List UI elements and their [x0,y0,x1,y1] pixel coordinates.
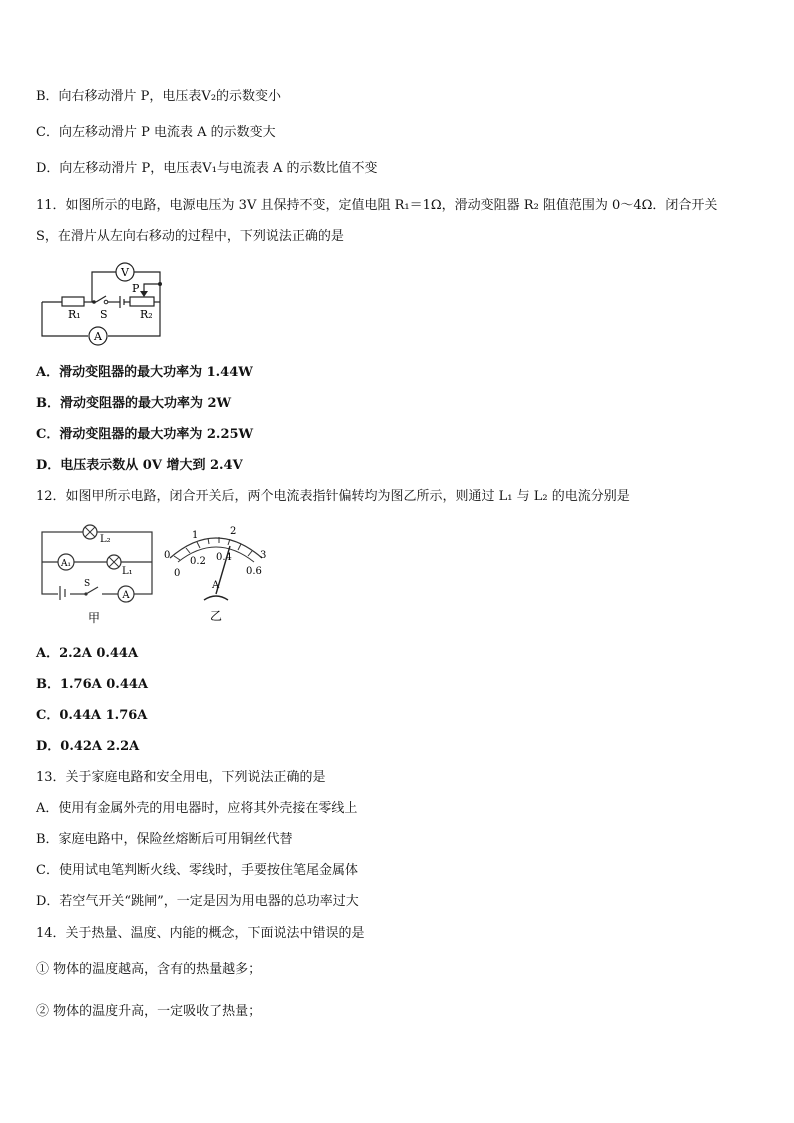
q13-stem: 13．关于家庭电路和安全用电，下列说法正确的是 [36,770,326,785]
q12-option-c: C．0.44A 1.76A [36,708,148,723]
l1-label: L₁ [122,566,133,577]
meter-label: A [212,580,220,591]
q11-option-d: D．电压表示数从 0V 增大到 2.4V [36,458,243,473]
q11-circuit-diagram [36,258,172,350]
slider-label: P [132,282,140,295]
l2-label: L₂ [100,534,111,545]
q11-stem-line2: S，在滑片从左向右移动的过程中，下列说法正确的是 [36,229,344,244]
q10-option-b: B．向右移动滑片 P，电压表V₂的示数变小 [36,89,282,104]
caption-jia: 甲 [87,611,101,625]
r1-label: R₁ [68,308,81,321]
q12-option-a: A．2.2A 0.44A [36,646,139,661]
a-label: A [122,590,130,601]
q12-stem: 12．如图甲所示电路，闭合开关后，两个电流表指针偏转均为图乙所示，则通过 L₁ 与 L₂ 的电流分别是 [36,489,630,504]
q13-option-a: A．使用有金属外壳的用电器时，应将其外壳接在零线上 [36,801,358,816]
q12-circuit-diagram-jia [36,520,156,626]
r2-label: R₂ [140,308,153,321]
a1-label: A₁ [60,559,72,569]
scale-top-1: 1 [192,530,199,541]
q10-option-c: C．向左移动滑片 P 电流表 A 的示数变大 [36,125,276,140]
q11-option-c: C．滑动变阻器的最大功率为 2.25W [36,427,254,442]
q12-option-d: D．0.42A 2.2A [36,739,140,754]
caption-yi: 乙 [209,609,223,623]
q11-option-a: A．滑动变阻器的最大功率为 1.44W [36,365,253,380]
q14-item-1: ① 物体的温度越高，含有的热量越多； [36,962,262,977]
switch-label: S [100,308,108,321]
q12-ammeter-dial-yi [160,518,272,626]
q13-option-b: B．家庭电路中，保险丝熔断后可用铜丝代替 [36,832,293,847]
voltmeter-label: V [121,266,129,279]
q13-option-c: C．使用试电笔判断火线、零线时，手要按住笔尾金属体 [36,863,358,878]
q13-option-d: D．若空气开关“跳闸”，一定是因为用电器的总功率过大 [36,894,359,909]
scale-bottom-06: 0.6 [246,566,262,577]
q14-item-2: ② 物体的温度升高，一定吸收了热量； [36,1004,262,1019]
q11-stem-line1: 11．如图所示的电路，电源电压为 3V 且保持不变，定值电阻 R₁＝1Ω，滑动变阻器 R₂ 阻值范围为 0～4Ω．闭合开关 [36,198,718,213]
scale-top-2: 2 [230,526,237,537]
q12-option-b: B．1.76A 0.44A [36,677,149,692]
switch-s-label: S [84,579,91,589]
q11-option-b: B．滑动变阻器的最大功率为 2W [36,396,232,411]
scale-top-0: 0 [164,550,171,561]
scale-bottom-04: 0.4 [216,552,232,563]
scale-bottom-0: 0 [174,568,181,579]
q14-stem: 14．关于热量、温度、内能的概念，下面说法中错误的是 [36,926,365,941]
q10-option-d: D．向左移动滑片 P，电压表V₁与电流表 A 的示数比值不变 [36,161,378,176]
scale-top-3: 3 [260,550,267,561]
ammeter-label: A [94,330,102,343]
scale-bottom-02: 0.2 [190,556,206,567]
